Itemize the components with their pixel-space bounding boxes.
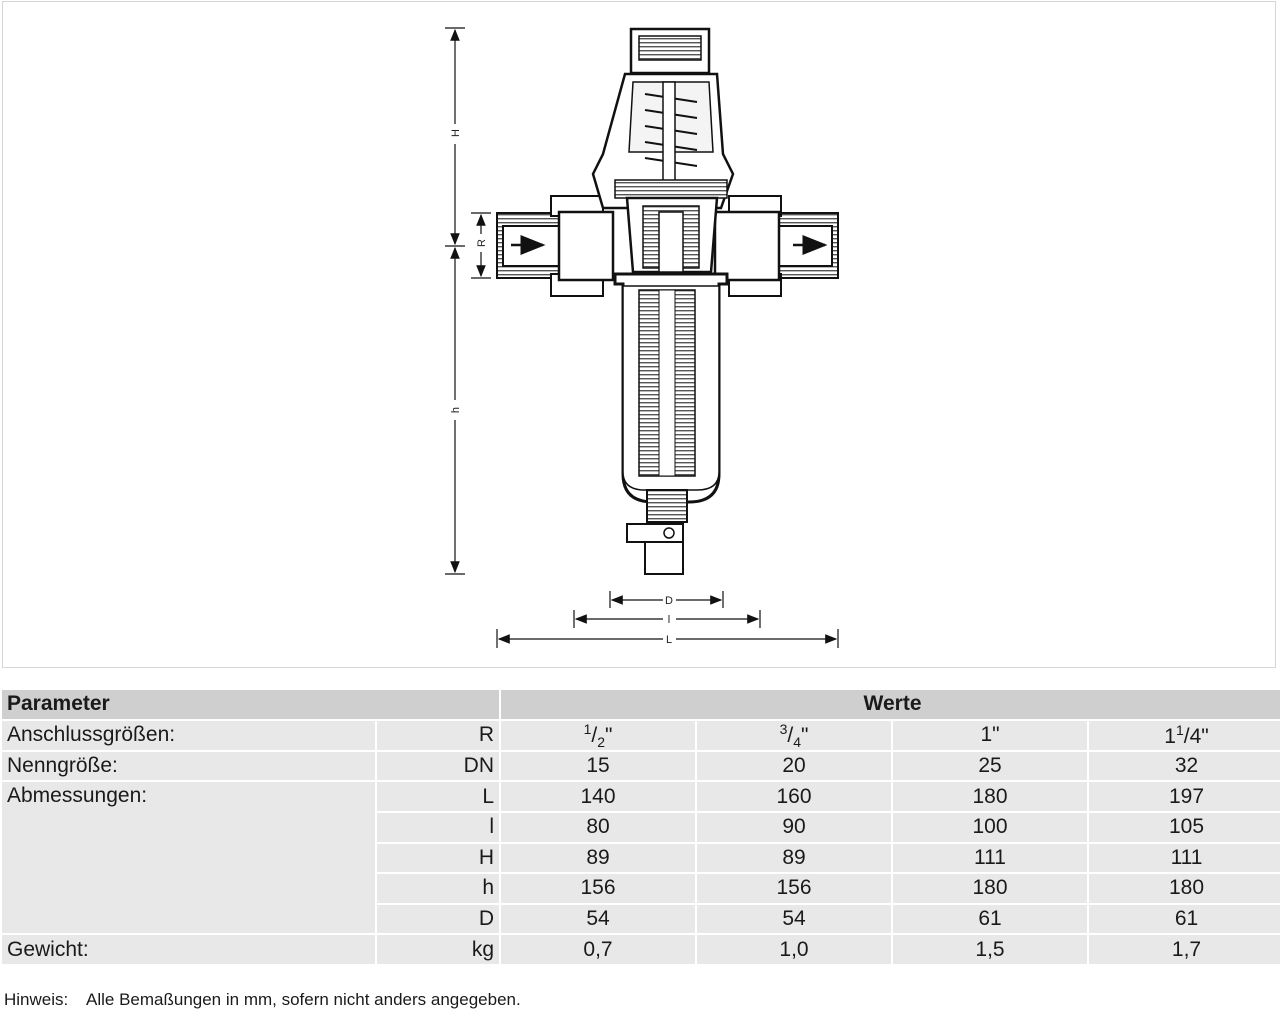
filter-cross-section-drawing [3,2,1277,669]
specification-table [0,688,1280,966]
table-cell: 61 [893,905,1087,934]
table-cell: 32 [1089,752,1280,781]
footnote-text: Alle Bemaßungen in mm, sofern nicht anders angegeben. [86,990,521,1009]
row-label: Abmessungen: [2,782,375,933]
table-cell: 100 [893,813,1087,842]
header-parameter: Parameter [2,690,499,719]
table-cell: 61 [1089,905,1280,934]
table-cell: 111 [1089,844,1280,873]
dim-label-H: H [450,129,462,137]
dim-label-L: L [665,634,673,646]
row-symbol: H [377,844,499,873]
filter-bowl [615,274,727,502]
vertical-dimensions [445,28,491,574]
table-cell: 90 [697,813,891,842]
outlet-pipe [715,196,838,296]
table-cell: 160 [697,782,891,811]
row-symbol: L [377,782,499,811]
header-werte: Werte [501,690,1280,719]
row-symbol: DN [377,752,499,781]
table-cell: 25 [893,752,1087,781]
table-row-gewicht [2,935,1280,964]
footnote [4,990,521,1010]
table-cell: 111 [893,844,1087,873]
table-cell: 105 [1089,813,1280,842]
table-cell: 180 [893,874,1087,903]
row-symbol: l [377,813,499,842]
table-cell: 197 [1089,782,1280,811]
technical-drawing [2,1,1276,668]
dim-label-R: R [476,239,488,247]
table-cell: 54 [697,905,891,934]
table-cell: 1,5 [893,935,1087,964]
inlet-pipe [497,196,613,296]
specification-table-container [2,688,1278,966]
row-symbol: R [377,721,499,750]
table-cell: 156 [501,874,695,903]
footnote-label: Hinweis: [4,990,69,1009]
table-cell: 180 [893,782,1087,811]
table-row-abmessungen-L [2,782,1280,811]
table-cell: 0,7 [501,935,695,964]
row-label: Gewicht: [2,935,375,964]
table-cell: 54 [501,905,695,934]
table-cell: $^3/_4$" [697,721,891,750]
table-row-nenngroesse [2,752,1280,781]
dim-label-h: h [450,406,462,414]
table-cell: 15 [501,752,695,781]
row-symbol: h [377,874,499,903]
drain-valve [627,490,687,574]
table-cell: 89 [501,844,695,873]
table-cell: 1" [893,721,1087,750]
table-cell: 1,0 [697,935,891,964]
table-row-anschluss [2,721,1280,750]
table-cell: $1^1/4$" [1089,721,1280,750]
table-cell: 1,7 [1089,935,1280,964]
table-cell: 140 [501,782,695,811]
table-cell: 156 [697,874,891,903]
table-cell: 20 [697,752,891,781]
row-label: Nenngröße: [2,752,375,781]
row-symbol: D [377,905,499,934]
table-cell: 180 [1089,874,1280,903]
dim-label-D: D [665,595,673,607]
dim-label-l: l [667,614,671,626]
row-label: Anschlussgrößen: [2,721,375,750]
table-header-row [2,690,1280,719]
table-cell: $^1/_2$" [501,721,695,750]
table-cell: 89 [697,844,891,873]
table-cell: 80 [501,813,695,842]
row-symbol: kg [377,935,499,964]
